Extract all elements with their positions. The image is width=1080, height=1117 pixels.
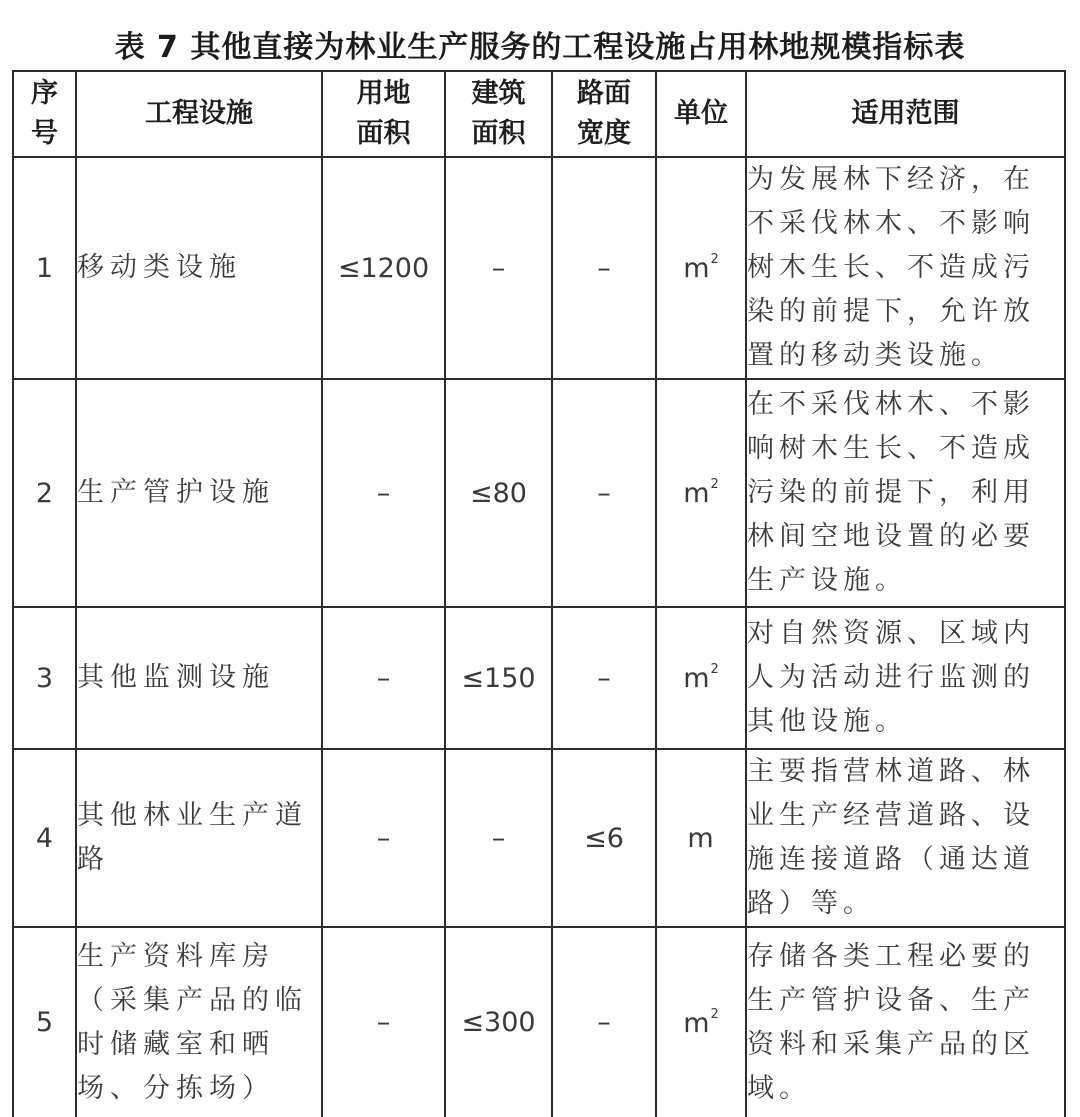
cell-unit: m	[656, 749, 746, 927]
table-title: 表 7 其他直接为林业生产服务的工程设施占用林地规模指标表	[114, 30, 966, 65]
cell-unit: $m^2$	[656, 379, 746, 607]
cell-seq: 3	[13, 607, 76, 749]
header-land-area: 用地 面积	[322, 71, 445, 157]
cell-facility: 生产管护设施	[76, 379, 322, 607]
cell-facility: 移动类设施	[76, 157, 322, 379]
cell-building-area: ≤150	[445, 607, 552, 749]
cell-road-width: ≤6	[552, 749, 656, 927]
cell-road-width: –	[552, 379, 656, 607]
cell-road-width: –	[552, 607, 656, 749]
table-row	[13, 927, 1065, 1117]
cell-scope: 为发展林下经济，在不采伐林木、不影响树木生长、不造成污染的前提下，允许放置的移动类设施。	[746, 157, 1065, 379]
cell-land-area: –	[322, 607, 445, 749]
table-row	[13, 607, 1065, 749]
table-row	[13, 379, 1065, 607]
cell-unit: $m^2$	[656, 157, 746, 379]
cell-seq: 5	[13, 927, 76, 1117]
cell-scope: 对自然资源、区域内人为活动进行监测的其他设施。	[746, 607, 1065, 749]
header-building-area: 建筑 面积	[445, 71, 552, 157]
header-unit: 单位	[656, 71, 746, 157]
cell-facility: 其他林业生产道路	[76, 749, 322, 927]
cell-land-area: ≤1200	[322, 157, 445, 379]
cell-building-area: ≤300	[445, 927, 552, 1117]
table-header-row	[13, 71, 1065, 157]
cell-facility: 其他监测设施	[76, 607, 322, 749]
cell-scope: 在不采伐林木、不影响树木生长、不造成污染的前提下，利用林间空地设置的必要生产设施。	[746, 379, 1065, 607]
cell-scope: 存储各类工程必要的生产管护设备、生产资料和采集产品的区域。	[746, 927, 1065, 1117]
cell-seq: 1	[13, 157, 76, 379]
cell-land-area: –	[322, 749, 445, 927]
cell-road-width: –	[552, 927, 656, 1117]
cell-land-area: –	[322, 379, 445, 607]
cell-land-area: –	[322, 927, 445, 1117]
header-road-width: 路面 宽度	[552, 71, 656, 157]
header-scope: 适用范围	[746, 71, 1065, 157]
table-row	[13, 749, 1065, 927]
cell-unit: $m^2$	[656, 927, 746, 1117]
cell-scope: 主要指营林道路、林业生产经营道路、设施连接道路（通达道路）等。	[746, 749, 1065, 927]
cell-seq: 4	[13, 749, 76, 927]
facility-land-use-table	[12, 70, 1066, 1117]
header-seq: 序 号	[13, 71, 76, 157]
cell-facility: 生产资料库房（采集产品的临时储藏室和晒场、分拣场）	[76, 927, 322, 1117]
cell-seq: 2	[13, 379, 76, 607]
table-row	[13, 157, 1065, 379]
cell-building-area: –	[445, 749, 552, 927]
cell-unit: $m^2$	[656, 607, 746, 749]
cell-road-width: –	[552, 157, 656, 379]
cell-building-area: –	[445, 157, 552, 379]
cell-building-area: ≤80	[445, 379, 552, 607]
header-facility: 工程设施	[76, 71, 322, 157]
